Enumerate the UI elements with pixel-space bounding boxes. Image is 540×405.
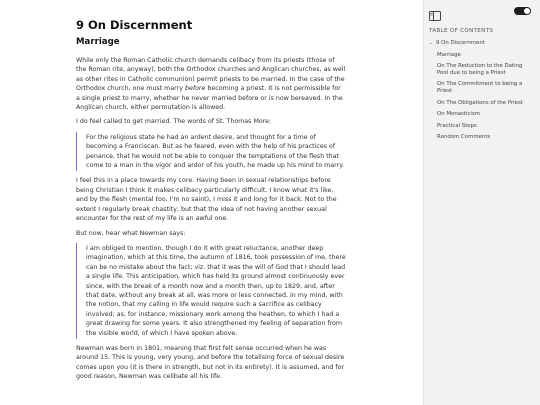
paragraph-text: becoming a priest. It is not permissible for a single priest to marry, whether he never married before or is now bereaved. In the Anglican church, either permutation is allowed. (76, 85, 343, 112)
paragraph: I feel this in a place towards my core. Having been in sexual relationships before being Christian I think it makes celibacy particularly difficult. I know what it's like, and by the flesh (mental too, I'm no saint), I miss it and long for it back. Not to the extent I regularly break chastity, but that the idea of not having another sexual encounter for the rest of my life is an awful one. (76, 177, 337, 223)
paragraph-text: While only the Roman Catholic church demands celibacy from its priests (those of the Roman rite, anyway), both the Orthodox churches and Anglican churches, as well as other rites in Catholic communion) permit priests to be married. In the case of the Orthodox church, one must marry (76, 57, 346, 93)
toc-list (429, 40, 535, 146)
toc-item-dating-pool[interactable]: On The Reduction to the Dating Pool due to being a Priest (437, 63, 523, 76)
chevron-down-icon[interactable]: ⌄ (429, 40, 434, 46)
toc-title: TABLE OF CONTENTS (429, 28, 494, 34)
toc-item-practical-steps[interactable]: Practical Steps (437, 122, 477, 129)
toc-item-random-comments[interactable]: Random Comments (437, 134, 491, 141)
paragraph: Newman was born in 1801, meaning that first felt sense occurred when he was around 15. This is young, very young, and before the totalising force of sexual desire comes upon you (it is there in strength, but not in its entirety). It is assumed, and for good reason, Newman was celibate all his life. (76, 344, 345, 381)
toc-chapter-item[interactable] (429, 40, 535, 47)
emphasis-text: before (184, 85, 206, 93)
paragraph: I do feel called to get married. The words of St. Thomas More: (76, 118, 272, 126)
quote-text: I am obliged to mention, though I do it with great reluctance, another deep imagination, which at this time, the autumn of 1816, took possession of me, there can be no mistake about the fact; viz. that it was the will of God that I should lead a single life. This anticipation, which has held its ground almost continuously ever since, with the break of a month now and a month then, up to 1829, and, after that date, without any break at all, was more or less connected, in my mind, with the notion, that my calling in life would require such a sacrifice as celibacy involved; as, for instance, missionary work among the heathen, to which I had a great drawing for some years. It also strengthened my feeling of separation from the visible world, of which I have spoken above. (86, 244, 346, 337)
toc-chapter-label: 9 On Discernment (436, 40, 485, 46)
quote-text: For the religious state he had an ardent desire, and thought for a time of becoming a Franciscan. But as he feared, even with the help of his practices of penance, that he would not be able to conquer the temptations of the flesh that come to a man in the vigor and ardor of his youth, he made up his mind to marry. (86, 133, 345, 170)
blockquote-more (76, 132, 346, 172)
toc-item-obligations[interactable]: On The Obligations of the Priest (437, 99, 523, 106)
theme-toggle[interactable] (514, 7, 531, 15)
paragraph (76, 56, 346, 112)
chapter-title: 9 On Discernment (76, 18, 193, 32)
toc-item-monasticism[interactable]: On Monasticism (437, 111, 480, 118)
blockquote-newman (76, 243, 346, 339)
table-of-contents-sidebar (423, 0, 540, 405)
paragraph: But now, hear what Newman says: (76, 229, 186, 237)
toc-item-marriage[interactable]: Marriage (437, 51, 461, 58)
toggle-knob (524, 8, 530, 14)
sidebar-panel-icon[interactable] (429, 6, 441, 16)
toc-item-commitment[interactable]: On The Commitment to being a Priest (437, 81, 523, 94)
chapter-content (76, 18, 346, 387)
section-heading: Marriage (76, 37, 120, 47)
